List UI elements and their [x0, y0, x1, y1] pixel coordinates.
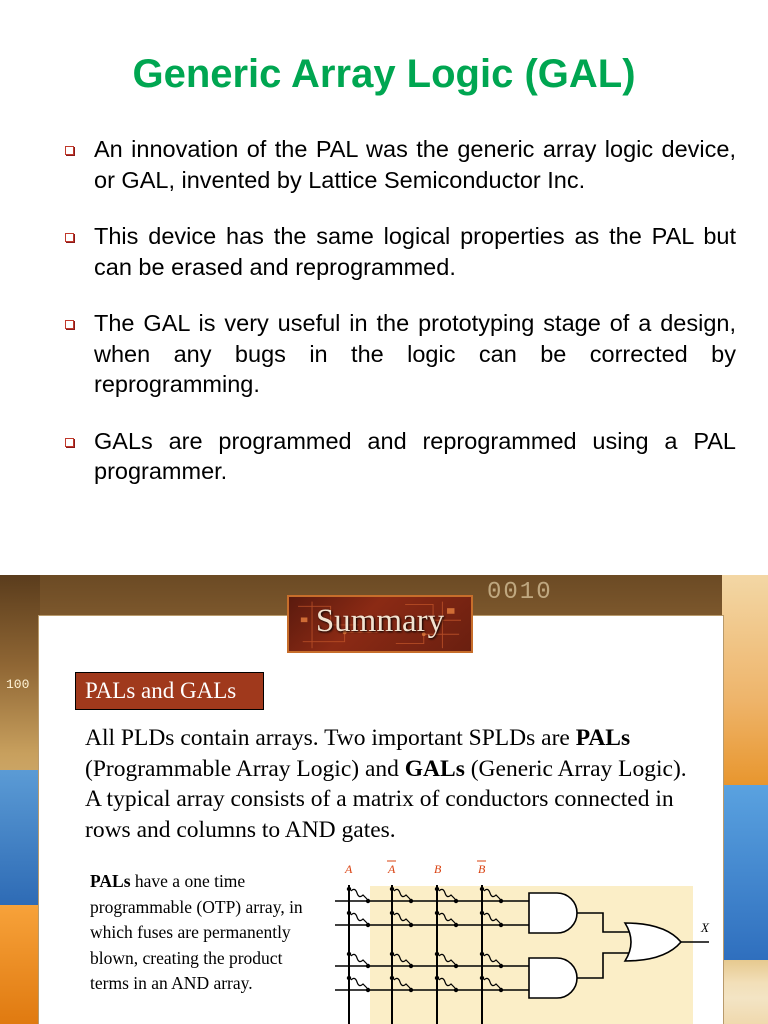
summary-header	[287, 595, 473, 653]
para-bold-gals: GALs	[404, 755, 465, 782]
summary-paragraph	[85, 723, 705, 845]
bullet-item	[62, 221, 736, 282]
bullet-list	[62, 134, 736, 513]
pal-array-diagram	[325, 855, 725, 1024]
summary-title: Summary	[315, 603, 445, 639]
para-text: (Generic Array Logic). A typical array consists of a matrix of conductors connected in rows and columns to AND gates.	[85, 755, 687, 843]
bullet-item	[62, 308, 736, 400]
square-bullet-icon	[65, 146, 74, 155]
note-bold: PALs	[90, 871, 131, 891]
output-label-x: X	[701, 920, 709, 935]
square-bullet-icon	[65, 438, 74, 447]
bullet-text: This device has the same logical properties as the PAL but can be erased and reprogrammed.	[94, 223, 736, 280]
pals-note	[90, 869, 310, 997]
input-label-b: B	[434, 862, 442, 876]
background-right-orange	[722, 575, 768, 785]
bullet-item	[62, 134, 736, 195]
square-bullet-icon	[65, 320, 74, 329]
background-right-strip	[722, 960, 768, 1024]
blue-decor-left	[0, 770, 40, 905]
blue-decor-right	[722, 785, 768, 960]
bullet-item	[62, 426, 736, 487]
section-tag: PALs and GALs	[75, 672, 264, 710]
bullet-text: The GAL is very useful in the prototyping stage of a design, when any bugs in the logic can be corrected by reprogramming.	[94, 310, 736, 397]
and-gate-top	[529, 893, 577, 933]
slide-summary	[0, 575, 768, 1024]
para-bold-pals: PALs	[575, 725, 631, 751]
and-gate-bottom	[529, 958, 577, 998]
orange-decor-left	[0, 905, 40, 1024]
input-label-a: A	[345, 862, 353, 876]
para-text: (Programmable Array Logic) and	[85, 755, 405, 782]
slide-title: Generic Array Logic (GAL)	[132, 52, 636, 96]
input-label-a-not: A	[388, 862, 396, 876]
binary-digits-decor: 0010	[487, 579, 553, 606]
bullet-text: An innovation of the PAL was the generic array logic device, or GAL, invented by Lattice Semiconductor Inc.	[94, 136, 736, 193]
para-text: All PLDs contain arrays. Two important SPLDs are	[85, 725, 576, 751]
side-digits-decor: 100	[6, 677, 30, 692]
bullet-text: GALs are programmed and reprogrammed using a PAL programmer.	[94, 427, 736, 484]
input-label-b-not: B	[478, 862, 486, 876]
square-bullet-icon	[65, 233, 74, 242]
note-text: have a one time programmable (OTP) array, in which fuses are permanently blown, creating the product terms in an AND array.	[90, 871, 303, 993]
